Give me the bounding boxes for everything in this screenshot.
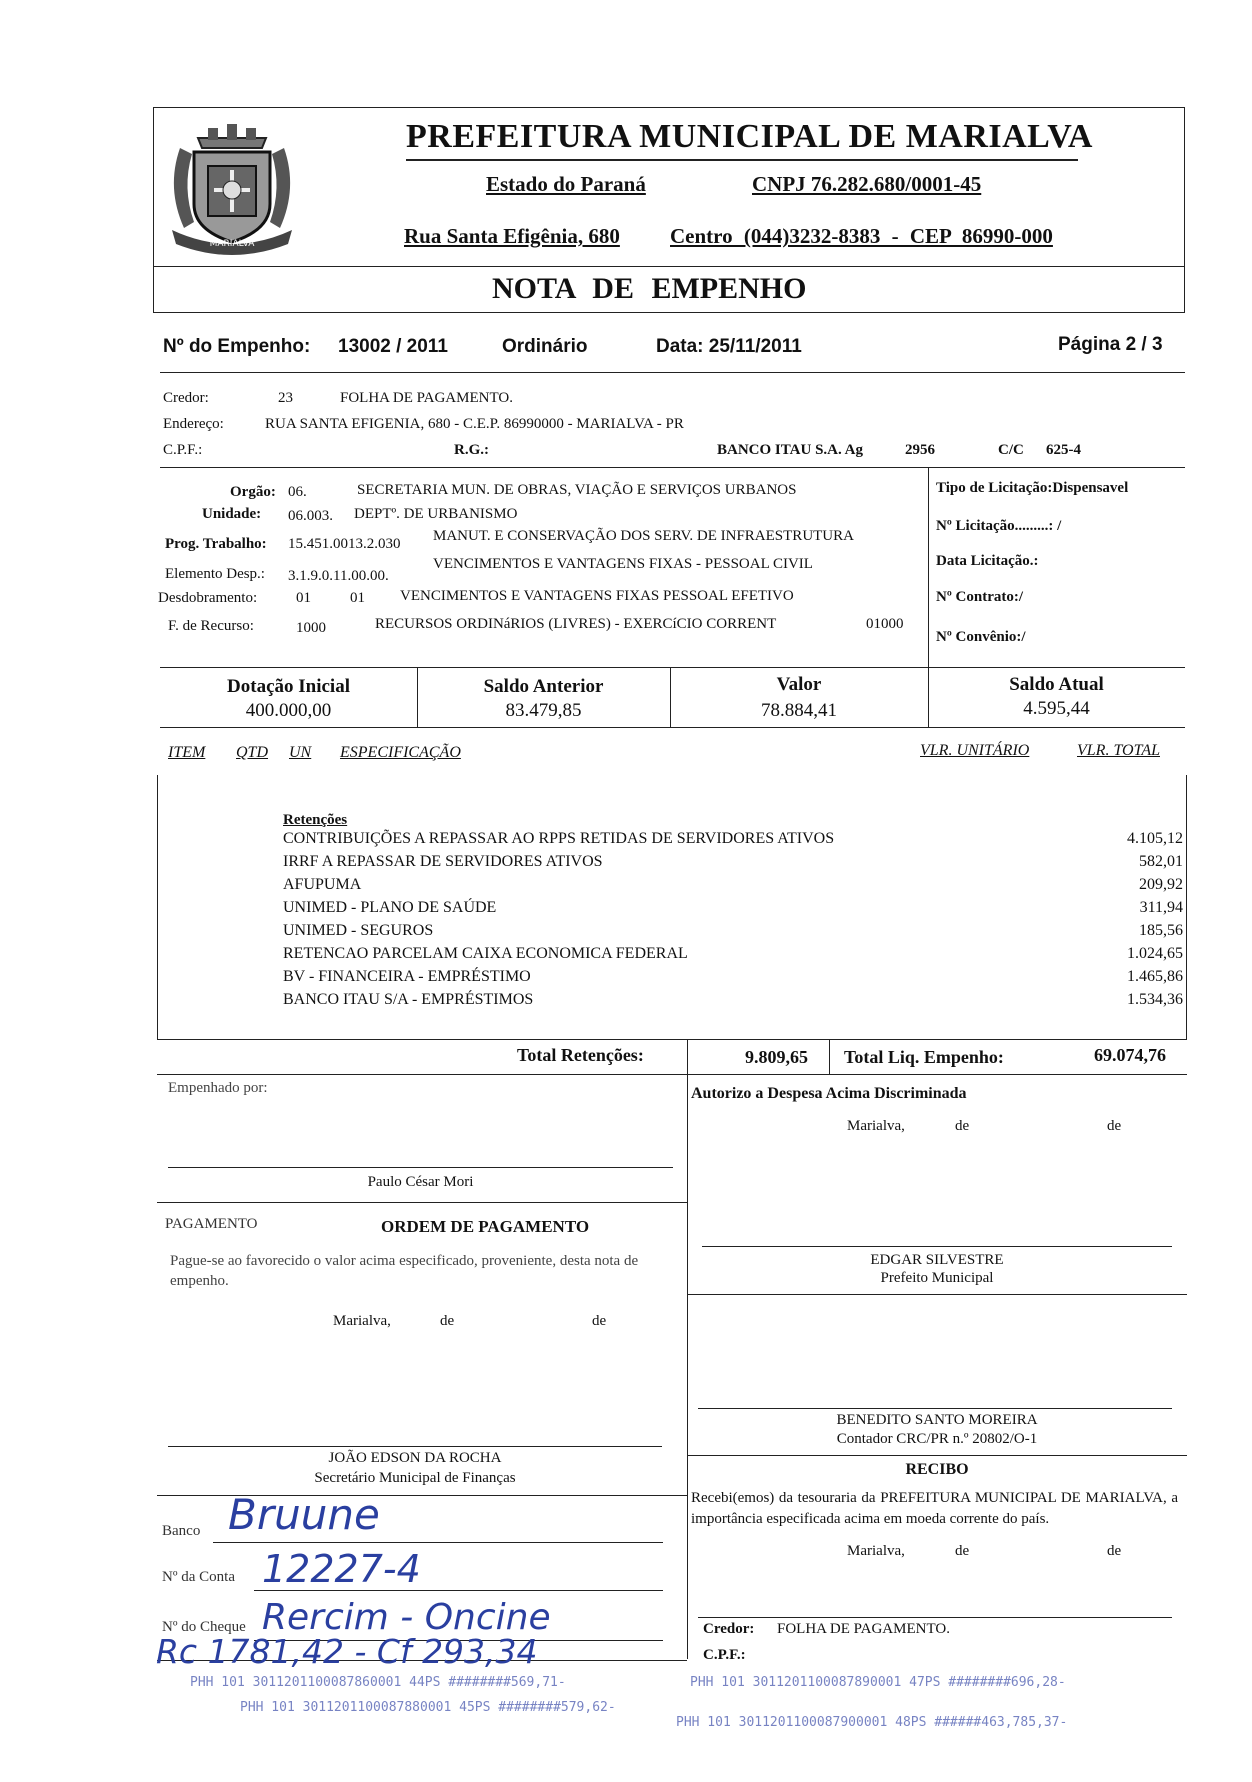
divider [160, 467, 1185, 468]
endereco-value: RUA SANTA EFIGENIA, 680 - C.E.P. 86990000 - MARIALVA - PR [265, 416, 684, 432]
elemento-name: VENCIMENTOS E VANTAGENS FIXAS - PESSOAL CIVIL [433, 556, 813, 572]
credor-name: FOLHA DE PAGAMENTO. [340, 390, 513, 406]
saldo-atual-value: 4.595,44 [1023, 698, 1090, 719]
title-divider [153, 266, 1185, 267]
handwritten-cheque: Rercim - Oncine [262, 1597, 551, 1638]
totals-bottom-line [157, 1074, 1187, 1075]
list-item: BANCO ITAU S/A - EMPRÉSTIMOS 1.534,36 [283, 991, 1183, 1008]
list-item: BV - FINANCEIRA - EMPRÉSTIMO 1.465,86 [283, 968, 1183, 985]
list-item: RETENCAO PARCELAM CAIXA ECONOMICA FEDERAL 1.024,65 [283, 945, 1183, 962]
elemento-code: 3.1.9.0.11.00.00. [288, 568, 389, 584]
cc-label: C/C [998, 442, 1024, 458]
bank-stamp: PHH 101 3011201100087890001 47PS ########696,28- [690, 1675, 1066, 1690]
list-item: AFUPUMA 209,92 [283, 876, 1183, 893]
totals-divider [829, 1039, 830, 1074]
recibo-credor-label: Credor: [703, 1621, 755, 1637]
values-top-line [160, 667, 1185, 668]
recibo-title: RECIBO [905, 1461, 969, 1478]
de-right-2: de [1107, 1118, 1122, 1134]
recibo-cpf-label: C.P.F.: [703, 1647, 746, 1663]
district-phone-cep: Centro (044)3232-8383 - CEP 86990-000 [670, 224, 1053, 248]
dotacao-value: 400.000,00 [245, 700, 332, 721]
bank-name: BANCO ITAU S.A. Ag [717, 442, 863, 458]
unidade-label: Unidade: [202, 506, 262, 522]
bank-stamp: PHH 101 3011201100087860001 44PS ########569,71- [190, 1675, 566, 1690]
prefeito-role: Prefeito Municipal [880, 1270, 994, 1286]
empenho-date: Data: 25/11/2011 [656, 336, 802, 357]
frame-bottom [153, 312, 1185, 313]
credor-label: Credor: [163, 390, 209, 406]
dotacao-label: Dotação Inicial [227, 676, 350, 697]
list-item: UNIMED - PLANO DE SAÚDE 311,94 [283, 899, 1183, 916]
licitacao-tipo: Tipo de Licitação:Dispensavel [936, 480, 1129, 496]
de-recibo-2: de [1107, 1543, 1122, 1559]
desdobramento-label: Desdobramento: [158, 590, 258, 606]
recurso-code: 1000 [296, 620, 326, 636]
empenho-number-label: Nº do Empenho: [163, 336, 311, 357]
cpf-label: C.P.F.: [163, 442, 203, 458]
credor-code: 23 [278, 390, 293, 406]
prog-label: Prog. Trabalho: [165, 536, 267, 552]
pague-text: Pague-se ao favorecido o valor acima especificado, proveniente, desta nota de empenho. [170, 1253, 639, 1289]
handwritten-extra: Rc 1781,42 - Cf 293,34 [156, 1632, 538, 1671]
unidade-name: DEPTº. DE URBANISMO [354, 506, 518, 522]
frame-top [153, 107, 1185, 108]
col-especificacao: ESPECIFICAÇÃO [340, 744, 461, 761]
col-qtd: QTD [236, 744, 269, 761]
prog-name: MANUT. E CONSERVAÇÃO DOS SERV. DE INFRAESTRUTURA [433, 528, 854, 544]
items-left-border [157, 775, 158, 1040]
ordem-pagamento-title: ORDEM DE PAGAMENTO [381, 1217, 590, 1236]
saldo-anterior-label: Saldo Anterior [483, 676, 604, 697]
signer-paulo: Paulo César Mori [367, 1174, 474, 1190]
city-left: Marialva, [333, 1313, 391, 1329]
licitacao-convenio: Nº Convênio:/ [936, 629, 1026, 645]
col-vlr-unitario: VLR. UNITÁRIO [920, 742, 1030, 759]
signature-line [698, 1408, 1172, 1409]
empenhado-por-label: Empenhado por: [168, 1080, 268, 1096]
valor-value: 78.884,41 [761, 700, 837, 721]
licitacao-contrato: Nº Contrato:/ [936, 589, 1024, 605]
prog-code: 15.451.0013.2.030 [288, 536, 401, 552]
desdobramento-code-a: 01 [296, 590, 311, 606]
col-vlr-total: VLR. TOTAL [1077, 742, 1160, 759]
signature-line [702, 1246, 1172, 1247]
total-liq-label: Total Liq. Empenho: [844, 1047, 1004, 1067]
totals-top-line [157, 1039, 1187, 1040]
items-right-border [1186, 775, 1187, 1040]
frame-left [153, 107, 154, 313]
list-item: IRRF A REPASSAR DE SERVIDORES ATIVOS 582,01 [283, 853, 1183, 870]
contador-name: BENEDITO SANTO MOREIRA [836, 1412, 1038, 1428]
prefeito-name: EDGAR SILVESTRE [870, 1252, 1004, 1268]
col-un: UN [289, 744, 312, 761]
banco-line [213, 1542, 663, 1543]
center-divider [687, 1039, 688, 1659]
retencoes-title: Retenções [283, 812, 348, 828]
recibo-credor-value: FOLHA DE PAGAMENTO. [777, 1621, 950, 1637]
city-right: Marialva, [847, 1118, 905, 1134]
recibo-text: Recebi(emos) da tesouraria da PREFEITURA MUNICIPAL DE MARIALVA, a importância especificada acima em moeda corrente do país. [691, 1490, 1178, 1527]
signature-line [168, 1446, 662, 1447]
saldo-atual-label: Saldo Atual [1009, 674, 1104, 695]
divider [160, 372, 1185, 373]
de-right-1: de [955, 1118, 970, 1134]
desdobramento-name: VENCIMENTOS E VANTAGENS FIXAS PESSOAL EFETIVO [400, 588, 794, 604]
list-item: UNIMED - SEGUROS 185,56 [283, 922, 1183, 939]
saldo-anterior-value: 83.479,85 [505, 700, 582, 721]
bank-agency: 2956 [905, 442, 935, 458]
document-title: NOTA DE EMPENHO [492, 272, 807, 305]
state-label: Estado do Paraná [486, 172, 646, 196]
desdobramento-code-b: 01 [350, 590, 365, 606]
rg-label: R.G.: [454, 442, 489, 458]
cc-value: 625-4 [1046, 442, 1081, 458]
list-item: CONTRIBUIÇÕES A REPASSAR AO RPPS RETIDAS DE SERVIDORES ATIVOS 4.105,12 [283, 830, 1183, 847]
signature-line [168, 1167, 673, 1168]
street-label: Rua Santa Efigênia, 680 [404, 224, 620, 248]
orgao-name: SECRETARIA MUN. DE OBRAS, VIAÇÃO E SERVIÇOS URBANOS [357, 482, 797, 498]
municipal-coat-of-arms-logo [158, 118, 306, 266]
licitacao-numero: Nº Licitação.........: / [936, 518, 1062, 534]
recurso-name: RECURSOS ORDINáRIOS (LIVRES) - EXERCíCIO CORRENT [375, 616, 777, 632]
endereco-label: Endereço: [163, 416, 224, 432]
recurso-label: F. de Recurso: [168, 618, 254, 634]
de-recibo-1: de [955, 1543, 970, 1559]
licitacao-divider [928, 467, 929, 667]
handwritten-conta: 12227-4 [262, 1547, 421, 1591]
values-bottom-line [160, 727, 1185, 728]
divider [157, 1202, 687, 1203]
divider [687, 1294, 1187, 1295]
signature-line [698, 1617, 1172, 1618]
pagamento-label: PAGAMENTO [165, 1216, 258, 1232]
autorizo-text: Autorizo a Despesa Acima Discriminada [691, 1085, 967, 1102]
licitacao-data: Data Licitação.: [936, 553, 1039, 569]
contador-role: Contador CRC/PR n.º 20802/O-1 [836, 1431, 1038, 1447]
orgao-code: 06. [288, 484, 307, 500]
page-indicator: Página 2 / 3 [1058, 334, 1163, 355]
municipality-title: PREFEITURA MUNICIPAL DE MARIALVA [406, 118, 1093, 155]
bank-stamp: PHH 101 3011201100087900001 48PS ######463,785,37- [676, 1715, 1068, 1730]
empenho-number: 13002 / 2011 [338, 336, 448, 357]
total-liq-value: 69.074,76 [1094, 1045, 1166, 1065]
divider [687, 1455, 1187, 1456]
valor-label: Valor [776, 674, 822, 695]
elemento-label: Elemento Desp.: [165, 566, 265, 582]
title-underline [406, 159, 1078, 161]
handwritten-banco: Bruune [228, 1490, 380, 1539]
orgao-label: Orgão: [230, 484, 276, 500]
cheque-label: Nº do Cheque [162, 1619, 246, 1635]
conta-label: Nº da Conta [162, 1569, 235, 1585]
bank-stamp: PHH 101 3011201100087880001 45PS ########579,62- [240, 1700, 616, 1715]
de-left-1: de [440, 1313, 455, 1329]
de-left-2: de [592, 1313, 607, 1329]
total-retencoes-value: 9.809,65 [745, 1047, 808, 1067]
total-retencoes-label: Total Retenções: [517, 1045, 644, 1065]
svg-text:MARIALVA: MARIALVA [209, 239, 255, 249]
cnpj-label: CNPJ 76.282.680/0001-45 [752, 172, 982, 196]
empenho-type: Ordinário [502, 336, 588, 357]
signer-joao-name: JOÃO EDSON DA ROCHA [328, 1450, 502, 1466]
recurso-extra: 01000 [866, 616, 904, 632]
col-item: ITEM [168, 744, 206, 761]
unidade-code: 06.003. [288, 508, 333, 524]
signer-joao-role: Secretário Municipal de Finanças [314, 1470, 516, 1486]
city-recibo: Marialva, [847, 1543, 905, 1559]
frame-right [1184, 107, 1185, 313]
banco-label: Banco [162, 1523, 201, 1539]
